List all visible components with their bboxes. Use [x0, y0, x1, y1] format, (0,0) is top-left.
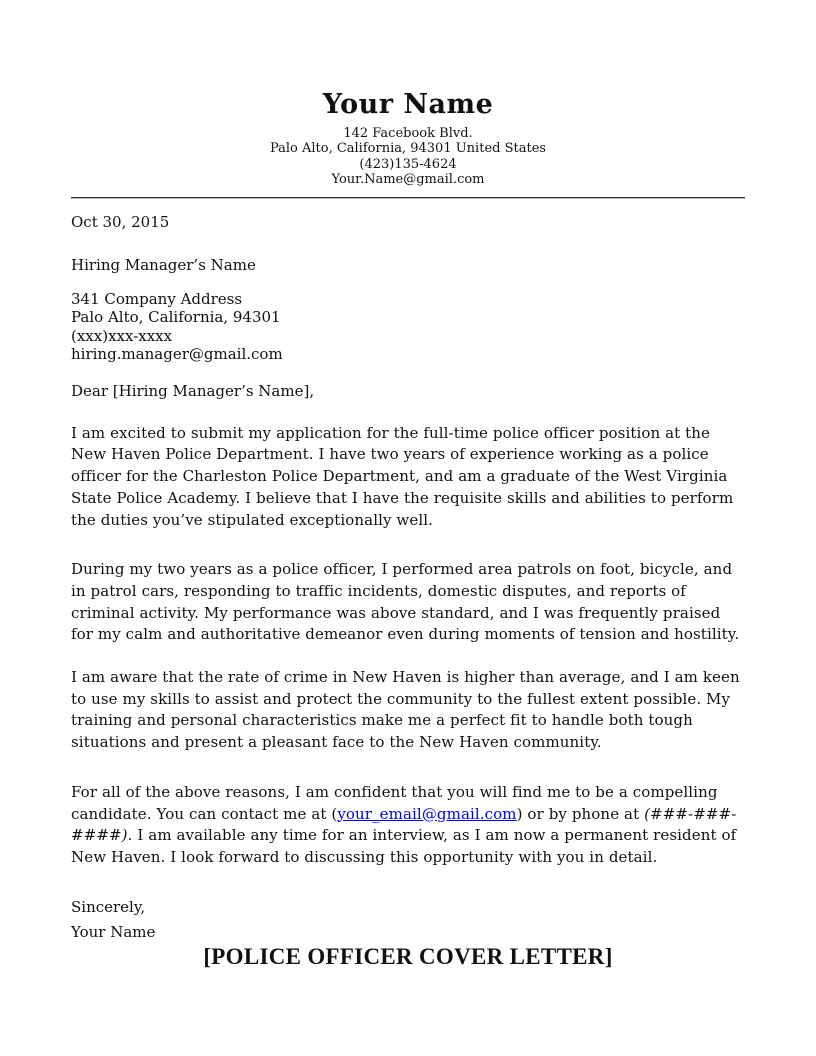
body-paragraph-2: During my two years as a police officer, I performed area patrols on foot, bicycle, and in patrol cars, responding to traffic incidents, domestic disputes, and reports of criminal activity. My performance was above standard, and I was frequently praised for my calm and authoritative demeanor even during moments of tension and hostility. — [71, 560, 740, 644]
salutation: Dear [Hiring Manager’s Name], — [71, 381, 315, 400]
header-divider — [71, 197, 745, 199]
recipient-email: hiring.manager@gmail.com — [71, 345, 283, 364]
closing-text-after: . I am available any time for an interview, as I am now a permanent resident of New Haven. I look forward to discussing this opportunity with you in detail. — [71, 826, 737, 866]
body-paragraph-1: I am excited to submit my application for the full-time police officer position at the New Haven Police Department. I have two years of experience working as a police officer for the Charleston Police Department, and am a graduate of the West Virginia State Police Academy. I believe that I have the requisite skills and abilities to perform the duties you’ve stipulated exceptionally well. — [71, 423, 734, 529]
sender-email: Your.Name@gmail.com — [331, 172, 485, 188]
recipient-phone: (xxx)xxx-xxxx — [71, 326, 173, 345]
recipient-name: Hiring Manager’s Name — [71, 255, 256, 274]
sender-phone: (423)135-4624 — [359, 156, 457, 172]
sender-city-state: Palo Alto, California, 94301 United States — [269, 141, 547, 157]
sender-street: 142 Facebook Blvd. — [343, 125, 473, 141]
body-paragraph-4 — [71, 782, 745, 869]
recipient-city-state: Palo Alto, California, 94301 — [71, 308, 281, 327]
sender-name: Your Name — [322, 89, 494, 120]
footer-title: [POLICE OFFICER COVER LETTER] — [203, 943, 613, 969]
closing-text-between: ) or by phone at — [516, 804, 645, 823]
recipient-address-block — [71, 290, 745, 364]
phone-placeholder: (###-###-####) — [71, 804, 737, 845]
body-paragraph-3: I am aware that the rate of crime in New Haven is higher than average, and I am keen to use my skills to assist and protect the community to the fullest extent possible. My training and personal characteristics make me a perfect fit to handle both tough situations and present a pleasant face to the New Haven community. — [71, 668, 740, 752]
date-line: Oct 30, 2015 — [71, 212, 170, 231]
letter-header — [71, 0, 745, 188]
signature-name: Your Name — [71, 922, 156, 941]
signoff: Sincerely, — [71, 897, 146, 916]
recipient-street: 341 Company Address — [71, 289, 243, 308]
closing-text-before-link: For all of the above reasons, I am confident that you will find me to be a compelling candidate. You can contact me at ( — [71, 782, 718, 823]
email-link[interactable]: your_email@gmail.com — [337, 804, 517, 823]
